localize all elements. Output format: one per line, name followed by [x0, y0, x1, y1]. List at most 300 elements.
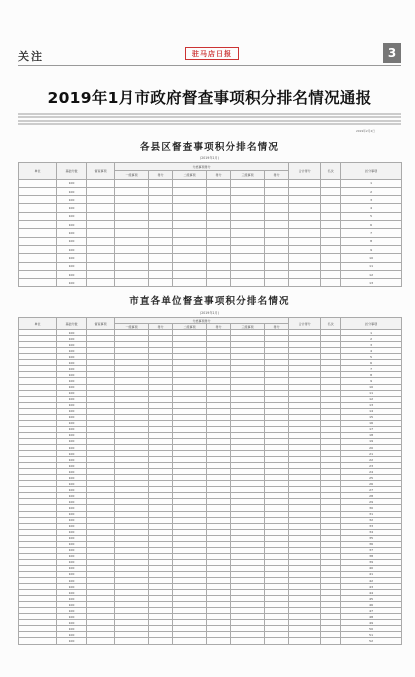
table-cell: 15	[341, 414, 402, 420]
table-cell	[207, 638, 231, 644]
table-cell	[231, 270, 265, 278]
table-cell: 100	[57, 444, 87, 450]
table-cell: 16	[341, 420, 402, 426]
table-cell	[19, 270, 57, 278]
table-cell	[321, 179, 341, 187]
table-cell	[173, 237, 207, 245]
table-cell	[115, 204, 149, 212]
table-cell: 100	[57, 614, 87, 620]
table-cell: 100	[57, 270, 87, 278]
table-row	[19, 237, 402, 245]
table-cell	[207, 196, 231, 204]
col-header-level1: 一级事项	[115, 171, 149, 179]
table-cell: 10	[341, 384, 402, 390]
table-cell	[231, 204, 265, 212]
table-cell: 100	[57, 608, 87, 614]
table-cell: 22	[341, 457, 402, 463]
table-cell	[173, 187, 207, 195]
table-cell: 100	[57, 438, 87, 444]
table-cell	[207, 279, 231, 287]
table-cell: 12	[341, 396, 402, 402]
table-cell	[265, 179, 289, 187]
table-cell: 29	[341, 499, 402, 505]
table-cell: 100	[57, 229, 87, 237]
table-cell: 100	[57, 330, 87, 336]
table-cell	[149, 245, 173, 253]
table-cell: 100	[57, 523, 87, 529]
table-cell: 100	[57, 620, 87, 626]
table-cell	[289, 245, 321, 253]
table-cell: 45	[341, 596, 402, 602]
table-cell	[289, 279, 321, 287]
table-cell	[87, 237, 115, 245]
table-cell: 13	[341, 279, 402, 287]
table-cell: 100	[57, 360, 87, 366]
table-cell: 4	[341, 348, 402, 354]
table-cell: 9	[341, 245, 402, 253]
table-row	[19, 179, 402, 187]
table-cell: 8	[341, 372, 402, 378]
table-cell: 100	[57, 493, 87, 499]
table-cell: 48	[341, 614, 402, 620]
table-cell	[19, 245, 57, 253]
table-cell	[173, 262, 207, 270]
table-row	[19, 279, 402, 287]
table-cell	[321, 196, 341, 204]
table-cell	[87, 229, 115, 237]
page-number: 3	[383, 43, 401, 63]
table-cell	[289, 270, 321, 278]
table-cell	[149, 212, 173, 220]
table-cell	[115, 237, 149, 245]
col-header-base: 基础分数	[57, 163, 87, 180]
table-cell: 100	[57, 559, 87, 565]
table-cell	[289, 254, 321, 262]
table-cell: 100	[57, 372, 87, 378]
table-cell: 100	[57, 396, 87, 402]
table-cell: 38	[341, 553, 402, 559]
table-cell: 100	[57, 529, 87, 535]
table-cell: 100	[57, 602, 87, 608]
table-cell	[265, 270, 289, 278]
table-cell: 11	[341, 390, 402, 396]
table-cell	[173, 212, 207, 220]
col-header-unit: 单位	[19, 163, 57, 180]
table-cell	[231, 237, 265, 245]
table-cell	[289, 179, 321, 187]
table-cell	[321, 254, 341, 262]
table-cell	[173, 221, 207, 229]
table-cell: 19	[341, 438, 402, 444]
table-cell	[321, 279, 341, 287]
table-cell: 30	[341, 505, 402, 511]
table-cell: 7	[341, 229, 402, 237]
table-cell	[289, 237, 321, 245]
table-cell	[87, 221, 115, 229]
table-cell	[19, 229, 57, 237]
table-cell	[173, 638, 207, 644]
table-cell	[19, 262, 57, 270]
table-cell: 100	[57, 179, 87, 187]
table-cell	[265, 254, 289, 262]
table-cell: 100	[57, 254, 87, 262]
table-cell: 100	[57, 632, 87, 638]
table-cell: 100	[57, 463, 87, 469]
table-cell: 7	[341, 366, 402, 372]
table-row	[19, 187, 402, 195]
table-cell: 100	[57, 212, 87, 220]
table-row	[19, 229, 402, 237]
table-cell	[265, 262, 289, 270]
table-cell: 41	[341, 571, 402, 577]
table-cell: 100	[57, 354, 87, 360]
table-cell	[149, 237, 173, 245]
table-cell	[87, 638, 115, 644]
table-cell: 100	[57, 487, 87, 493]
table-cell	[173, 179, 207, 187]
table-cell	[115, 229, 149, 237]
table-cell	[87, 179, 115, 187]
table-cell: 100	[57, 420, 87, 426]
table-cell: 8	[341, 237, 402, 245]
col-header-score2: 得分	[207, 171, 231, 179]
col-header-level3: 三级事项	[231, 171, 265, 179]
col-header-deduct: 扣分事项	[341, 163, 402, 180]
table-cell: 100	[57, 451, 87, 457]
table-cell: 100	[57, 565, 87, 571]
table-cell	[265, 279, 289, 287]
table-cell: 28	[341, 493, 402, 499]
table-cell: 50	[341, 626, 402, 632]
table-cell	[231, 212, 265, 220]
table-cell: 1	[341, 330, 402, 336]
dept-table-subtitle: (2019年1月)	[199, 311, 219, 315]
col-header-score2: 得分	[207, 324, 231, 330]
table-cell	[321, 270, 341, 278]
table-cell	[231, 221, 265, 229]
table-cell: 100	[57, 571, 87, 577]
table-cell	[87, 254, 115, 262]
col-header-items: 督查事项	[87, 163, 115, 180]
table-cell	[115, 270, 149, 278]
table-cell	[321, 221, 341, 229]
table-cell	[265, 245, 289, 253]
table-row	[19, 196, 402, 204]
table-row	[19, 254, 402, 262]
table-cell: 33	[341, 523, 402, 529]
table-cell	[19, 279, 57, 287]
table-cell	[289, 638, 321, 644]
table-cell	[149, 270, 173, 278]
table-row	[19, 638, 402, 644]
headline: 2019年1月市政府督查事项积分排名情况通报	[47, 89, 372, 107]
table-cell	[321, 237, 341, 245]
table-cell	[115, 187, 149, 195]
table-row	[19, 262, 402, 270]
table-cell: 100	[57, 590, 87, 596]
table-cell	[231, 262, 265, 270]
table-cell: 100	[57, 481, 87, 487]
table-cell	[321, 212, 341, 220]
table-cell: 100	[57, 547, 87, 553]
table-cell	[19, 196, 57, 204]
table-cell	[289, 196, 321, 204]
table-cell: 27	[341, 487, 402, 493]
table-cell: 100	[57, 578, 87, 584]
table-cell: 1	[341, 179, 402, 187]
col-header-rank: 名次	[321, 163, 341, 180]
table-cell	[207, 254, 231, 262]
table-cell	[173, 279, 207, 287]
table-cell: 100	[57, 348, 87, 354]
table-cell	[115, 245, 149, 253]
table-cell	[207, 212, 231, 220]
table-row	[19, 221, 402, 229]
table-cell: 100	[57, 196, 87, 204]
section-label: 关注	[18, 50, 44, 63]
col-header-score1: 得分	[149, 171, 173, 179]
table-cell	[87, 270, 115, 278]
table-cell	[231, 179, 265, 187]
table-cell	[19, 638, 57, 644]
table-cell	[87, 245, 115, 253]
table-cell	[19, 204, 57, 212]
table-cell	[173, 204, 207, 212]
col-header-base: 基础分数	[57, 318, 87, 330]
table-cell	[149, 179, 173, 187]
table-cell: 100	[57, 204, 87, 212]
col-header-unit: 单位	[19, 318, 57, 330]
table-cell	[149, 254, 173, 262]
table-cell	[19, 187, 57, 195]
table-cell	[149, 204, 173, 212]
table-cell	[321, 638, 341, 644]
col-header-score3: 得分	[265, 171, 289, 179]
table-cell: 37	[341, 547, 402, 553]
table-cell: 100	[57, 245, 87, 253]
table-cell: 100	[57, 499, 87, 505]
table-cell	[19, 237, 57, 245]
table-cell	[265, 237, 289, 245]
table-cell	[87, 279, 115, 287]
table-cell	[231, 254, 265, 262]
county-table-subtitle: (2019年1月)	[199, 156, 219, 160]
table-cell: 11	[341, 262, 402, 270]
dept-table-body	[19, 330, 402, 644]
table-cell: 49	[341, 620, 402, 626]
table-cell: 51	[341, 632, 402, 638]
table-cell	[265, 221, 289, 229]
table-cell: 25	[341, 475, 402, 481]
table-cell: 100	[57, 366, 87, 372]
table-cell	[19, 212, 57, 220]
table-cell	[265, 638, 289, 644]
table-cell: 43	[341, 584, 402, 590]
table-cell: 32	[341, 517, 402, 523]
masthead-logo: 驻马店日报	[185, 47, 239, 60]
table-cell: 46	[341, 602, 402, 608]
table-cell: 14	[341, 408, 402, 414]
table-cell	[87, 262, 115, 270]
col-header-score3: 得分	[265, 324, 289, 330]
table-cell: 100	[57, 596, 87, 602]
table-cell	[207, 179, 231, 187]
table-cell: 2	[341, 187, 402, 195]
table-cell: 100	[57, 414, 87, 420]
table-cell: 24	[341, 469, 402, 475]
table-cell	[115, 196, 149, 204]
table-cell	[19, 221, 57, 229]
table-cell: 17	[341, 426, 402, 432]
table-cell: 100	[57, 626, 87, 632]
table-cell	[265, 187, 289, 195]
col-header-deduct: 扣分事项	[341, 318, 402, 330]
county-table-title: 各县区督查事项积分排名情况	[139, 142, 280, 153]
table-cell	[207, 270, 231, 278]
table-cell	[321, 204, 341, 212]
table-cell	[289, 187, 321, 195]
col-header-rank: 名次	[321, 318, 341, 330]
table-cell: 100	[57, 541, 87, 547]
table-cell	[173, 254, 207, 262]
table-cell: 100	[57, 511, 87, 517]
table-cell: 20	[341, 444, 402, 450]
table-cell	[321, 187, 341, 195]
table-cell	[115, 221, 149, 229]
dept-table-title: 市直各单位督查事项积分排名情况	[129, 296, 290, 307]
table-cell	[289, 262, 321, 270]
table-cell: 44	[341, 590, 402, 596]
table-cell	[231, 187, 265, 195]
table-cell: 100	[57, 378, 87, 384]
table-cell: 100	[57, 584, 87, 590]
col-header-category: 分类事项得分	[115, 318, 289, 324]
table-cell: 100	[57, 342, 87, 348]
table-cell	[321, 229, 341, 237]
table-cell	[149, 229, 173, 237]
col-header-level3: 三级事项	[231, 324, 265, 330]
table-cell: 40	[341, 565, 402, 571]
table-cell: 31	[341, 511, 402, 517]
table-cell: 100	[57, 279, 87, 287]
table-row	[19, 204, 402, 212]
table-cell	[149, 262, 173, 270]
table-cell	[115, 262, 149, 270]
intro-paragraph	[18, 113, 401, 129]
table-cell	[149, 196, 173, 204]
table-cell: 18	[341, 432, 402, 438]
table-cell: 100	[57, 402, 87, 408]
table-cell	[289, 204, 321, 212]
col-header-total: 合计得分	[289, 318, 321, 330]
header-rule	[18, 65, 401, 66]
table-cell	[115, 279, 149, 287]
table-cell	[265, 229, 289, 237]
table-cell	[87, 204, 115, 212]
table-cell	[231, 245, 265, 253]
table-cell	[207, 187, 231, 195]
col-header-level2: 二级事项	[173, 324, 207, 330]
county-ranking-table	[18, 162, 402, 287]
table-cell	[19, 179, 57, 187]
table-cell	[115, 254, 149, 262]
table-cell	[149, 187, 173, 195]
table-row	[19, 270, 402, 278]
table-cell	[207, 245, 231, 253]
table-cell	[207, 237, 231, 245]
table-cell	[149, 279, 173, 287]
table-cell: 10	[341, 254, 402, 262]
table-cell	[173, 270, 207, 278]
table-cell: 3	[341, 196, 402, 204]
col-header-total: 合计得分	[289, 163, 321, 180]
table-cell	[173, 229, 207, 237]
table-cell	[115, 179, 149, 187]
dept-ranking-table	[18, 317, 402, 645]
table-cell: 23	[341, 463, 402, 469]
table-cell: 52	[341, 638, 402, 644]
table-cell: 42	[341, 578, 402, 584]
table-cell: 100	[57, 475, 87, 481]
table-cell: 100	[57, 336, 87, 342]
table-cell	[265, 212, 289, 220]
table-cell	[173, 196, 207, 204]
table-row	[19, 245, 402, 253]
table-cell	[149, 221, 173, 229]
table-cell: 100	[57, 638, 87, 644]
table-cell: 100	[57, 457, 87, 463]
table-cell	[321, 262, 341, 270]
table-cell: 100	[57, 517, 87, 523]
county-table-body	[19, 179, 402, 287]
col-header-score1: 得分	[149, 324, 173, 330]
table-cell	[289, 221, 321, 229]
table-cell: 100	[57, 384, 87, 390]
table-cell: 100	[57, 221, 87, 229]
table-cell: 26	[341, 481, 402, 487]
table-cell: 21	[341, 451, 402, 457]
table-cell: 2	[341, 336, 402, 342]
table-cell	[265, 196, 289, 204]
table-cell	[173, 245, 207, 253]
table-cell	[321, 245, 341, 253]
table-cell: 12	[341, 270, 402, 278]
table-cell: 9	[341, 378, 402, 384]
table-cell	[115, 212, 149, 220]
col-header-level2: 二级事项	[173, 171, 207, 179]
table-cell: 6	[341, 360, 402, 366]
table-cell	[207, 221, 231, 229]
table-row	[19, 212, 402, 220]
col-header-level1: 一级事项	[115, 324, 149, 330]
intro-date: 2019年2月2日	[356, 129, 376, 133]
table-cell: 100	[57, 505, 87, 511]
table-cell: 100	[57, 187, 87, 195]
table-cell: 100	[57, 408, 87, 414]
col-header-category: 分类事项得分	[115, 163, 289, 171]
table-cell	[87, 196, 115, 204]
table-cell	[207, 262, 231, 270]
table-cell: 100	[57, 390, 87, 396]
table-cell	[149, 638, 173, 644]
table-cell: 100	[57, 553, 87, 559]
table-cell	[231, 196, 265, 204]
table-cell	[231, 229, 265, 237]
table-cell: 100	[57, 426, 87, 432]
table-cell: 100	[57, 535, 87, 541]
table-cell: 3	[341, 342, 402, 348]
table-cell	[231, 638, 265, 644]
